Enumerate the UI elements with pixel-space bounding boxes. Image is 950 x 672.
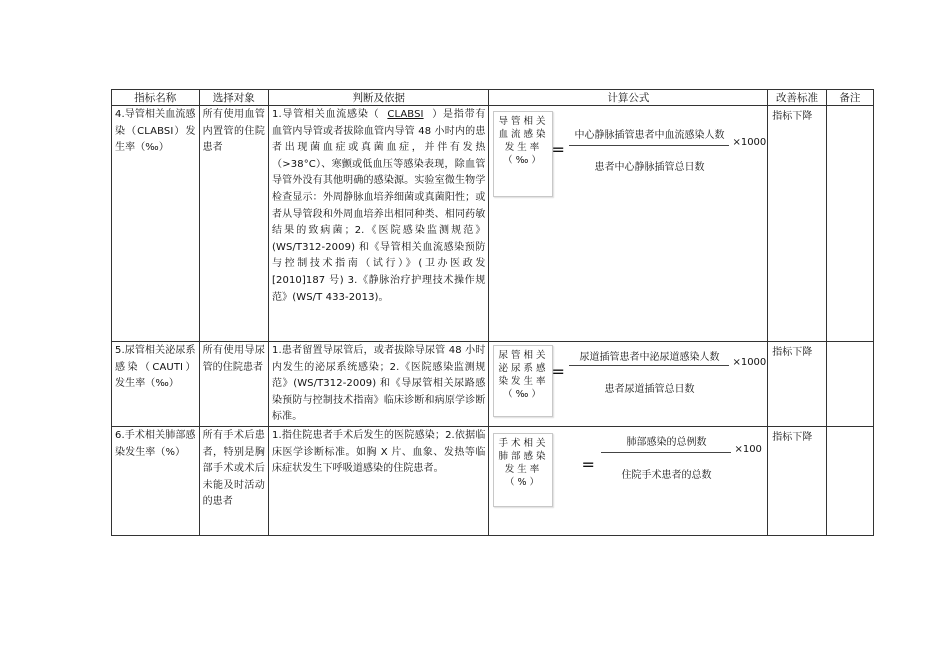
fraction-line (601, 452, 731, 453)
criteria-abbr: CLABSI (387, 109, 424, 120)
header-remark: 备注 (826, 90, 873, 106)
criteria-post: ）是指带有血管内导管或者拔除血管内导管 48 小时内的患者出现菌血症或真菌血症，并伴有发热（>38°C）、寒颤或低血压等感染表现，除血管导管外没有其他明确的感染源。实验室微生物学检查显示：外周静脉血培养细菌或真菌阳性；或者从导管段和外周血培养出相同种类、相同药敏结果的致病菌；2.《医院感染监测规范》(WS/T312-2009) 和《导管相关血流感染预防与控制技术指南（试行）》(卫办医政发[2010]187 号) 3.《静脉治疗护理技术操作规范》(WS/T 433-2013)。 (272, 109, 486, 303)
formula-label: 手术相关肺部感染发生率（%） (493, 433, 553, 507)
equals-sign: = (581, 454, 595, 474)
formula-numerator: 尿道插管患者中泌尿道感染人数 (579, 352, 720, 363)
formula-cell (489, 426, 768, 535)
remark-cell (826, 106, 873, 342)
criteria-pre: 1.导管相关血流感染（ (272, 109, 380, 120)
criteria-text: 1.患者留置导尿管后，或者拔除导尿管 48 小时内发生的泌尿系统感染；2.《医院感染监测规范》(WS/T312-2009) 和《导尿管相关尿路感染预防与控制技术指南》临床诊断和病原学诊断标准。 (272, 345, 486, 423)
table-row (112, 106, 874, 342)
equals-sign: = (551, 362, 565, 381)
target-population: 所有手术后患者，特别是胸部手术或术后未能及时活动的患者 (202, 429, 266, 508)
indicator-name: 6.手术相关肺部感染发生率（%） (115, 429, 196, 458)
header-formula: 计算公式 (489, 90, 768, 106)
header-criteria: 判断及依据 (269, 90, 489, 106)
header-standard: 改善标准 (768, 90, 826, 106)
criteria-text (269, 106, 488, 306)
fraction-line (569, 365, 729, 366)
equals-sign: = (551, 140, 565, 159)
indicator-table-sheet (111, 89, 874, 536)
improvement-standard: 指标下降 (772, 431, 813, 443)
remark-cell (826, 426, 873, 535)
improvement-standard: 指标下降 (772, 347, 813, 358)
formula-numerator: 肺部感染的总例数 (626, 436, 707, 448)
indicator-name: 5.尿管相关泌尿系感染（CAUTI）发生率（‰） (115, 345, 196, 390)
formula-multiplier: ×100 (734, 443, 762, 455)
remark-cell (826, 342, 873, 427)
table-row (112, 426, 874, 535)
formula-multiplier: ×1000 (732, 137, 767, 148)
indicator-name: 4.导管相关血流感染（CLABSI）发生率（‰） (115, 109, 196, 154)
formula-denominator: 患者中心静脉插管总日数 (594, 162, 705, 173)
indicator-table (111, 89, 874, 536)
formula-denominator: 住院手术患者的总数 (621, 469, 712, 481)
formula-label: 导管相关血流感染发生率（‰） (493, 111, 553, 197)
table-row (112, 342, 874, 427)
formula-numerator: 中心静脉插管患者中血流感染人数 (574, 130, 725, 141)
improvement-standard: 指标下降 (772, 111, 813, 122)
header-indicator-name: 指标名称 (112, 90, 200, 106)
target-population: 所有使用导尿管的住院患者 (202, 345, 266, 373)
target-population: 所有使用血管内置管的住院患者 (202, 109, 266, 154)
formula-cell (489, 106, 768, 342)
formula-cell (489, 342, 768, 427)
formula-denominator: 患者尿道插管总日数 (604, 384, 695, 395)
criteria-text: 1.指住院患者手术后发生的医院感染；2.依据临床医学诊断标准。如胸 X 片、血象、发热等临床症状发生下呼吸道感染的住院患者。 (272, 429, 486, 475)
header-target: 选择对象 (199, 90, 268, 106)
formula-label: 尿管相关泌尿系感染发生率（‰） (493, 345, 553, 417)
formula-multiplier: ×1000 (732, 357, 767, 368)
table-header-row (112, 90, 874, 106)
fraction-line (569, 145, 729, 146)
